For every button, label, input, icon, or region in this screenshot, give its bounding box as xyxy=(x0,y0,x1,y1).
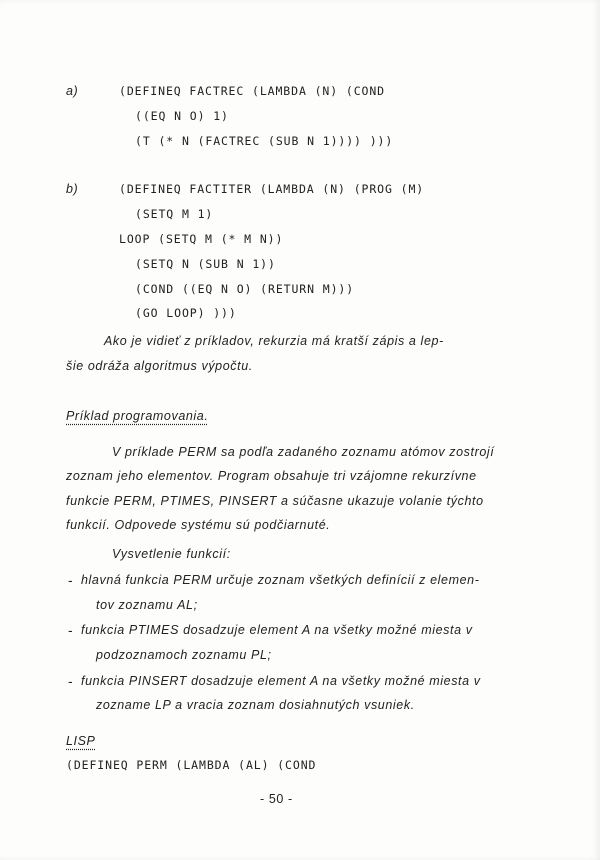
bullet-marker: - xyxy=(68,572,73,588)
bullet-2-line-2: podzoznamoch zoznamu PL; xyxy=(96,648,272,662)
conclusion-line-2: šie odráža algoritmus výpočtu. xyxy=(66,359,253,373)
bullet-marker: - xyxy=(68,673,73,689)
bullet-1-line-1: hlavná funkcia PERM určuje zoznam všetkých definícií z elemen- xyxy=(81,573,480,587)
page-number: - 50 - xyxy=(260,792,293,806)
intro-line-2: zoznam jeho elementov. Program obsahuje tri vzájomne rekurzívne xyxy=(66,469,477,483)
lisp-heading: LISP xyxy=(66,734,96,748)
example-b-line-1: (DEFINEQ FACTITER (LAMBDA (N) (PROG (M) xyxy=(119,182,425,196)
example-b-line-5: (COND ((EQ N O) (RETURN M))) xyxy=(135,282,355,296)
lisp-first-line: (DEFINEQ PERM (LAMBDA (AL) (COND xyxy=(66,758,317,772)
bullet-marker: - xyxy=(68,622,73,638)
example-a-line-1: (DEFINEQ FACTREC (LAMBDA (N) (COND xyxy=(119,84,386,98)
bullet-3-line-1: funkcia PINSERT dosadzuje element A na všetky možné miesta v xyxy=(81,674,481,688)
example-a-line-2: ((EQ N O) 1) xyxy=(135,109,229,123)
example-b-line-2: (SETQ M 1) xyxy=(135,207,214,221)
bullet-1-line-2: tov zoznamu AL; xyxy=(96,598,198,612)
example-b-label: b) xyxy=(66,182,79,196)
conclusion-line-1: Ako je vidieť z príkladov, rekurzia má kratší zápis a lep- xyxy=(104,334,444,348)
intro-line-4: funkcií. Odpovede systému sú podčiarnuté. xyxy=(66,518,331,532)
bullet-3-line-2: zozname LP a vracia zoznam dosiahnutých vsuniek. xyxy=(96,698,415,712)
example-a-label: a) xyxy=(66,84,79,98)
section-heading: Príklad programovania. xyxy=(66,409,209,423)
explanation-heading: Vysvetlenie funkcií: xyxy=(112,547,231,561)
example-b-line-3: LOOP (SETQ M (* M N)) xyxy=(119,232,284,246)
bullet-2-line-1: funkcia PTIMES dosadzuje element A na všetky možné miesta v xyxy=(81,623,473,637)
example-b-line-4: (SETQ N (SUB N 1)) xyxy=(135,257,276,271)
example-b-line-6: (GO LOOP) ))) xyxy=(135,306,237,320)
example-a-line-3: (T (* N (FACTREC (SUB N 1)))) ))) xyxy=(135,134,394,148)
intro-line-3: funkcie PERM, PTIMES, PINSERT a súčasne ukazuje volanie týchto xyxy=(66,494,484,508)
intro-line-1: V príklade PERM sa podľa zadaného zoznamu atómov zostrojí xyxy=(112,445,495,459)
